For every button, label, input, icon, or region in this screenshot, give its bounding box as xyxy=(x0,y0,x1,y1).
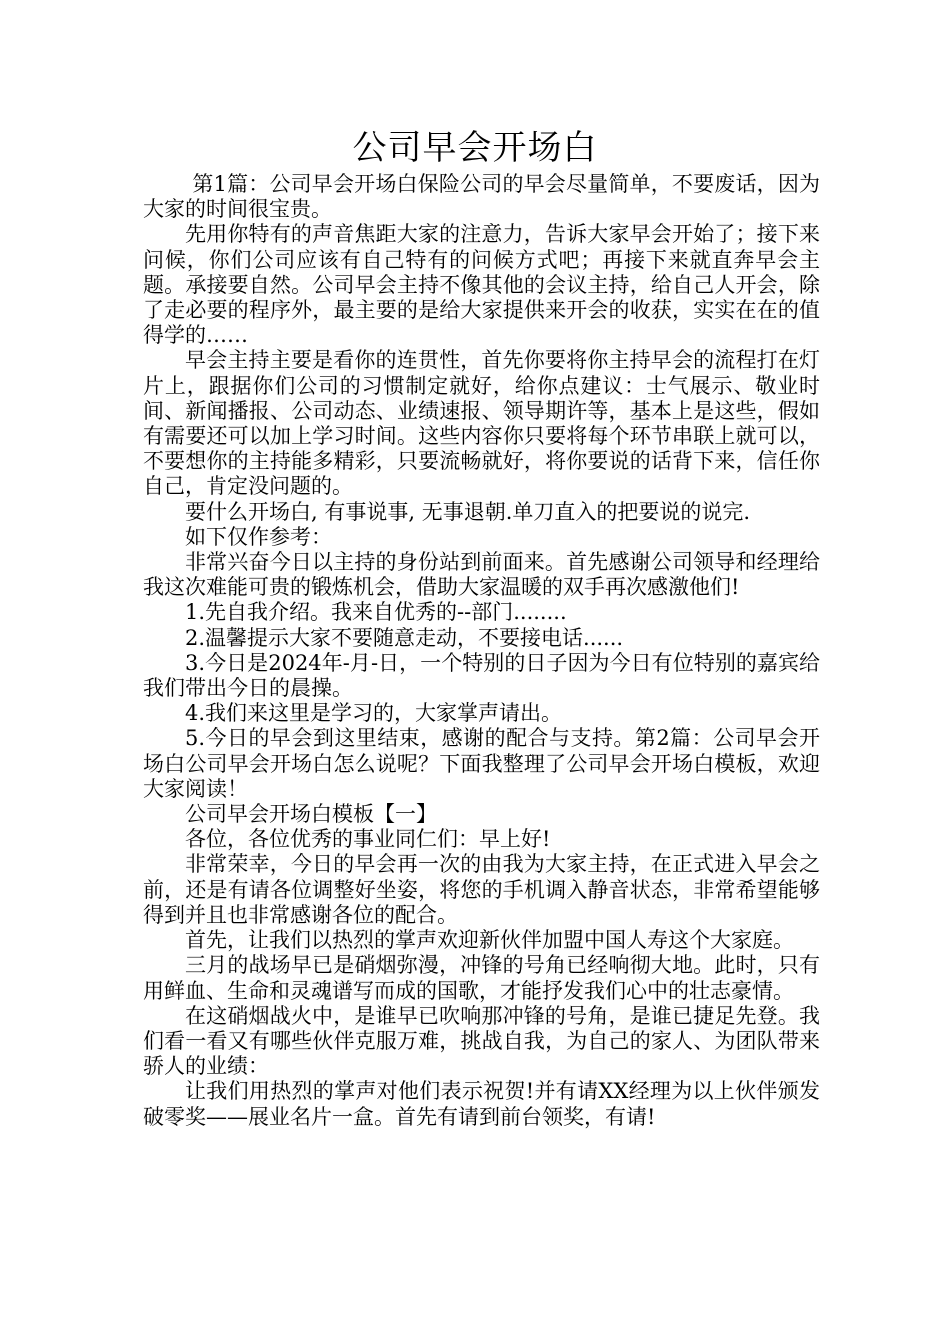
paragraph: 非常荣幸，今日的早会再一次的由我为大家主持，在正式进入早会之前，还是有请各位调整好坐姿，将您的手机调入静音状态，非常希望能够得到并且也非常感谢各位的配合。 xyxy=(143,852,820,927)
paragraph: 非常兴奋今日以主持的身份站到前面来。首先感谢公司领导和经理给我这次难能可贵的锻炼机会，借助大家温暖的双手再次感激他们! xyxy=(143,550,820,600)
paragraph: 如下仅作参考： xyxy=(185,524,332,549)
paragraph: 三月的战场早已是硝烟弥漫，冲锋的号角已经响彻大地。此时，只有用鲜血、生命和灵魂谱写而成的国歌，才能抒发我们心中的壮志豪情。 xyxy=(143,953,820,1003)
document-title: 公司早会开场白 xyxy=(352,128,598,168)
paragraph: 在这硝烟战火中，是谁早已吹响那冲锋的号角，是谁已捷足先登。我们看一看又有哪些伙伴克服万难，挑战自我，为自己的家人、为团队带来骄人的业绩： xyxy=(143,1003,820,1079)
list-item: 1.先自我介绍。我来自优秀的--部门........ xyxy=(185,600,567,625)
paragraph: 要什么开场白, 有事说事, 无事退朝.单刀直入的把要说的说完. xyxy=(185,499,751,524)
paragraph: 首先，让我们以热烈的掌声欢迎新伙伴加盟中国人寿这个大家庭。 xyxy=(185,928,794,953)
paragraph: 第1篇：公司早会开场白保险公司的早会尽量简单，不要废话，因为大家的时间很宝贵。 xyxy=(143,172,820,222)
paragraph: 各位，各位优秀的事业同仁们：早上好! xyxy=(185,827,551,852)
section-heading: 公司早会开场白模板【一】 xyxy=(185,802,437,827)
list-item: 5.今日的早会到这里结束，感谢的配合与支持。第2篇：公司早会开场白公司早会开场白怎么说呢？下面我整理了公司早会开场白模板，欢迎大家阅读！ xyxy=(143,726,820,801)
paragraph: 先用你特有的声音焦距大家的注意力，告诉大家早会开始了；接下来问候，你们公司应该有自己特有的问候方式吧；再接下来就直奔早会主题。承接要自然。公司早会主持不像其他的会议主持，给自己人开会，除了走必要的程序外，最主要的是给大家提供来开会的收获，实实在在的值得学的…… xyxy=(143,222,820,348)
list-item: 3.今日是2024年-月-日，一个特别的日子因为今日有位特别的嘉宾给我们带出今日的晨操。 xyxy=(143,650,820,701)
paragraph: 早会主持主要是看你的连贯性，首先你要将你主持早会的流程打在灯片上，跟据你们公司的习惯制定就好，给你点建议：士气展示、敬业时间、新闻播报、公司动态、业绩速报、领导期许等，基本上是这些，假如有需要还可以加上学习时间。这些内容你只要将每个环节串联上就可以，不要想你的主持能多精彩，只要流畅就好，将你要说的话背下来，信任你自己，肯定没问题的。 xyxy=(143,348,820,499)
list-item: 4.我们来这里是学习的，大家掌声请出。 xyxy=(185,701,563,726)
list-item: 2.温馨提示大家不要随意走动，不要接电话...... xyxy=(185,625,624,650)
paragraph: 让我们用热烈的掌声对他们表示祝贺!并有请XX经理为以上伙伴颁发破零奖——展业名片一盒。首先有请到前台领奖，有请! xyxy=(143,1079,820,1129)
document-body xyxy=(143,172,820,1130)
